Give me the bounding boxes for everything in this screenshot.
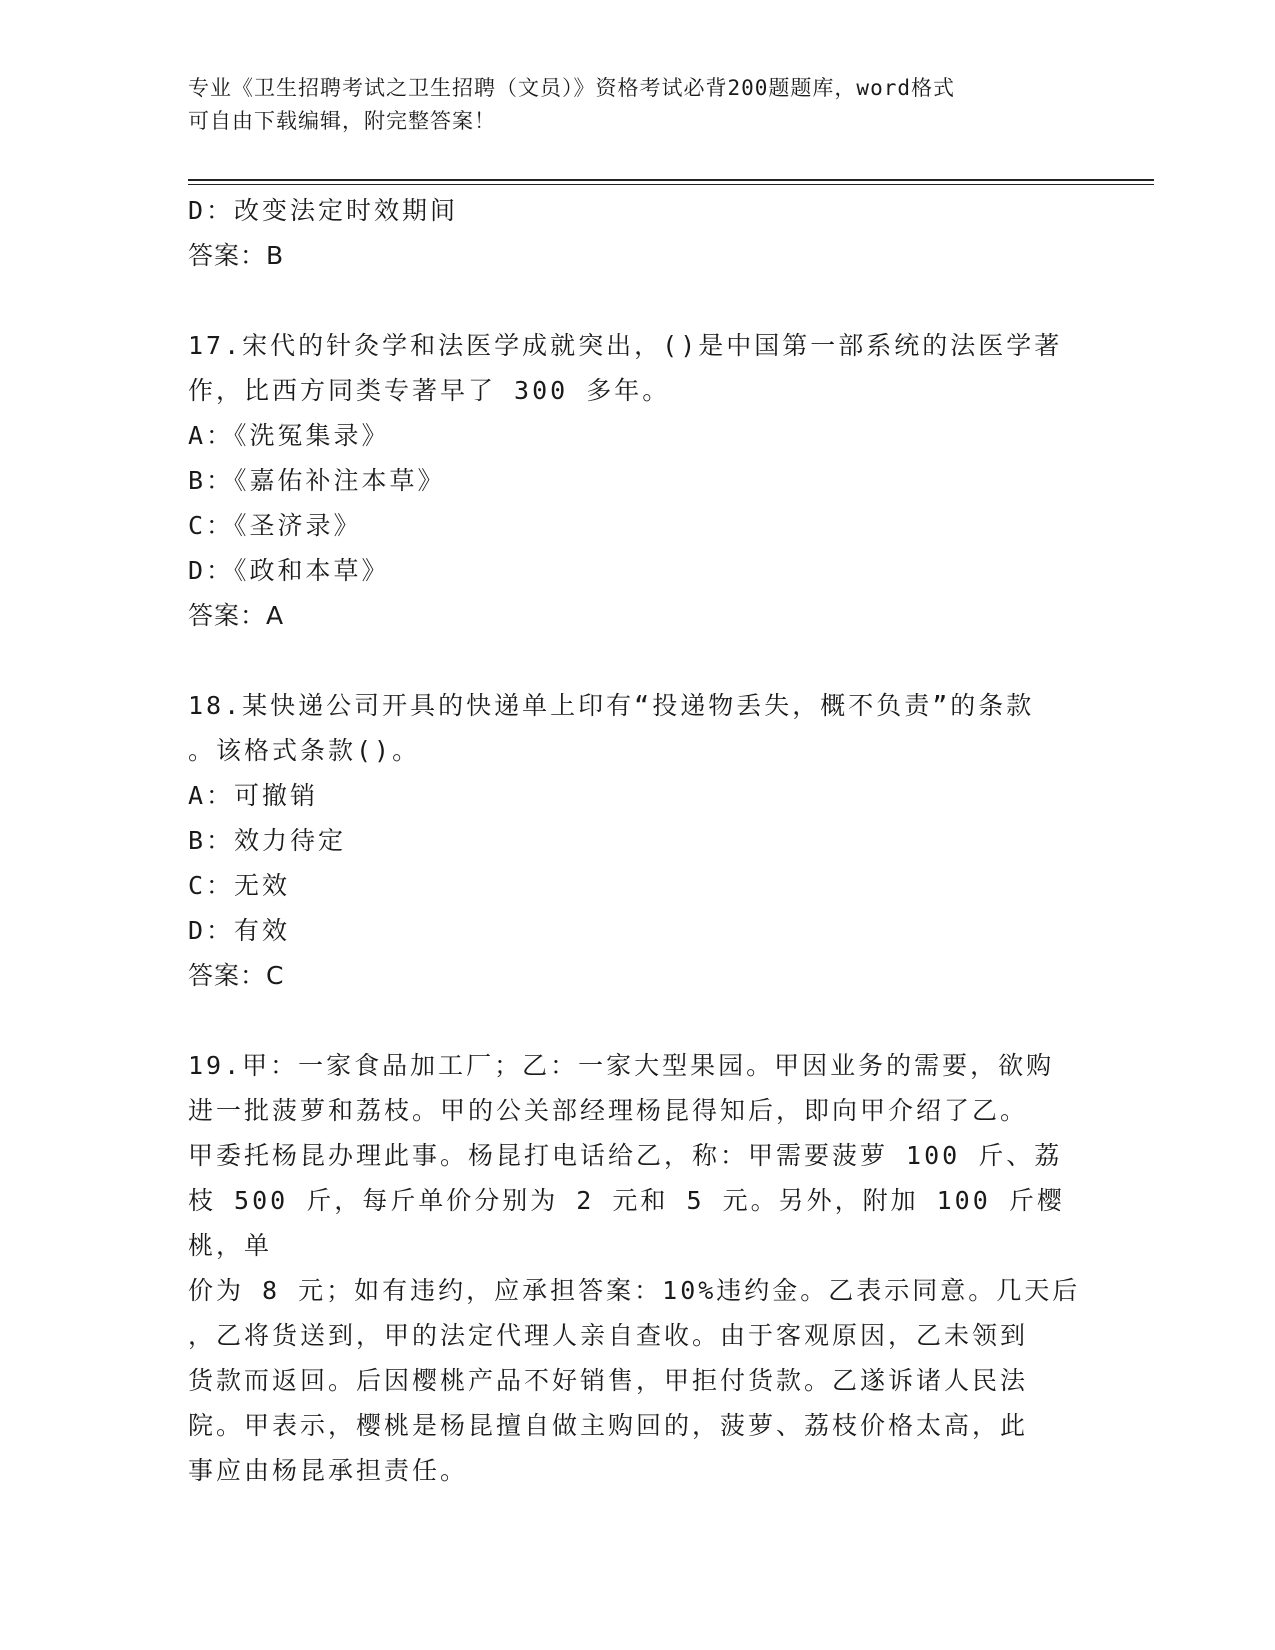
question-18: [188, 683, 1088, 998]
question-stem-line: 事应由杨昆承担责任。: [188, 1456, 469, 1485]
answer-line: 答案：A: [188, 601, 285, 630]
question-stem-line: 进一批菠萝和荔枝。甲的公关部经理杨昆得知后，即向甲介绍了乙。: [188, 1096, 1029, 1125]
question-stem-line: 18.某快递公司开具的快递单上印有“投递物丢失，概不负责”的条款: [188, 691, 1035, 720]
question-17: [188, 323, 1088, 638]
header-line-2: 可自由下载编辑，附完整答案！: [188, 109, 496, 133]
option-d: D：改变法定时效期间: [188, 196, 459, 225]
question-stem-line: 枝 500 斤，每斤单价分别为 2 元和 5 元。另外，附加 100 斤樱桃，单: [188, 1186, 1065, 1260]
question-19: [188, 1043, 1088, 1493]
header-line-1: 专业《卫生招聘考试之卫生招聘（文员）》资格考试必背200题题库，word格式: [188, 76, 955, 100]
spacer: [188, 998, 1088, 1043]
option-c: C：无效: [188, 871, 291, 900]
header-divider-thin: [188, 184, 1154, 185]
document-header: [188, 72, 1068, 138]
option-a: A：可撤销: [188, 781, 319, 810]
question-stem-line: 。该格式条款()。: [188, 736, 421, 765]
question-stem-line: 17.宋代的针灸学和法医学成就突出，()是中国第一部系统的法医学著: [188, 331, 1063, 360]
question-stem-line: 货款而返回。后因樱桃产品不好销售，甲拒付货款。乙遂诉诸人民法: [188, 1366, 1029, 1395]
question-stem-line: 甲委托杨昆办理此事。杨昆打电话给乙，称：甲需要菠萝 100 斤、荔: [188, 1141, 1063, 1170]
option-b: B：效力待定: [188, 826, 347, 855]
question-stem-line: 作，比西方同类专著早了 300 多年。: [188, 376, 671, 405]
answer-line: 答案：C: [188, 961, 285, 990]
header-divider-thick: [188, 179, 1154, 181]
previous-question-tail: [188, 188, 1088, 278]
question-stem-line: ，乙将货送到，甲的法定代理人亲自查收。由于客观原因，乙未领到: [188, 1321, 1029, 1350]
option-d: D：有效: [188, 916, 291, 945]
answer-line: 答案：B: [188, 241, 285, 270]
question-stem-line: 价为 8 元；如有违约，应承担答案：10%违约金。乙表示同意。几天后: [188, 1276, 1081, 1305]
option-c: C：《圣济录》: [188, 511, 362, 540]
spacer: [188, 278, 1088, 323]
option-b: B：《嘉佑补注本草》: [188, 466, 446, 495]
question-content: [188, 188, 1088, 1493]
question-stem-line: 院。甲表示，樱桃是杨昆擅自做主购回的，菠萝、荔枝价格太高，此: [188, 1411, 1029, 1440]
spacer: [188, 638, 1088, 683]
option-a: A：《洗冤集录》: [188, 421, 390, 450]
option-d: D：《政和本草》: [188, 556, 390, 585]
question-stem-line: 19.甲：一家食品加工厂；乙：一家大型果园。甲因业务的需要，欲购: [188, 1051, 1055, 1080]
